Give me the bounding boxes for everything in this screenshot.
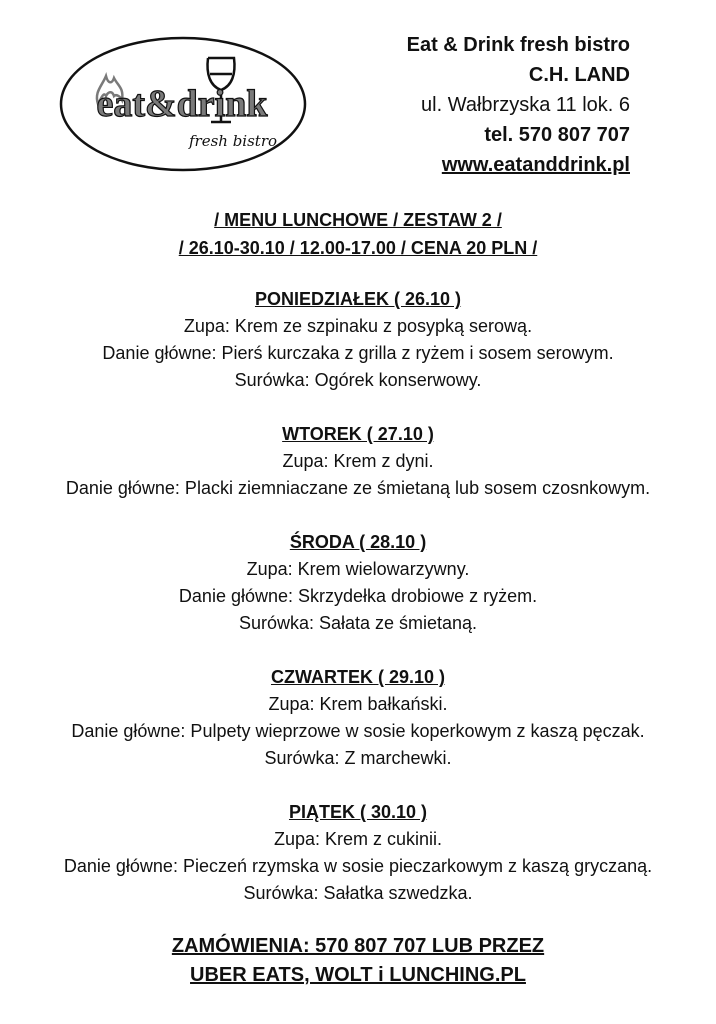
soup: Zupa: Krem wielowarzywny. [246, 559, 470, 579]
day-title: PONIEDZIAŁEK ( 26.10 ) [254, 289, 462, 309]
salad: Surówka: Z marchewki. [264, 748, 452, 768]
website-link[interactable]: www.eatanddrink.pl [441, 154, 630, 176]
weekly-menu [0, 286, 716, 934]
main-course: Danie główne: Pulpety wieprzowe w sosie koperkowym z kaszą pęczak. [71, 721, 645, 741]
order-info [0, 932, 716, 990]
day-friday [0, 799, 716, 907]
order-line2: UBER EATS, WOLT i LUNCHING.PL [190, 964, 526, 986]
order-line1: ZAMÓWIENIA: 570 807 707 LUB PRZEZ [171, 935, 545, 957]
logo-graphic [58, 34, 308, 174]
day-wednesday [0, 529, 716, 637]
day-title: CZWARTEK ( 29.10 ) [270, 667, 446, 687]
day-monday [0, 286, 716, 394]
main-course: Danie główne: Pieczeń rzymska w sosie pieczarkowym z kaszą gryczaną. [63, 856, 653, 876]
logo-wordmark: eat&drink [96, 83, 268, 125]
location: C.H. LAND [528, 64, 630, 86]
phone: tel. 570 807 707 [484, 124, 630, 146]
soup: Zupa: Krem ze szpinaku z posypką serową. [183, 316, 533, 336]
salad: Surówka: Ogórek konserwowy. [234, 370, 482, 390]
soup: Zupa: Krem z dyni. [282, 451, 434, 471]
day-thursday [0, 664, 716, 772]
address: ul. Wałbrzyska 11 lok. 6 [421, 94, 630, 116]
salad: Surówka: Sałatka szwedzka. [243, 883, 473, 903]
contact-block [407, 30, 630, 180]
main-course: Danie główne: Skrzydełka drobiowe z ryżem. [178, 586, 538, 606]
menu-title [0, 206, 716, 262]
menu-title-line2: / 26.10-30.10 / 12.00-17.00 / CENA 20 PLN / [178, 238, 538, 258]
soup: Zupa: Krem z cukinii. [273, 829, 443, 849]
bistro-name: Eat & Drink fresh bistro [406, 34, 630, 56]
logo-tagline: fresh bistro [188, 132, 278, 150]
restaurant-logo [58, 34, 308, 174]
soup: Zupa: Krem bałkański. [268, 694, 448, 714]
day-title: ŚRODA ( 28.10 ) [289, 532, 427, 552]
main-course: Danie główne: Placki ziemniaczane ze śmietaną lub sosem czosnkowym. [65, 478, 651, 498]
day-title: PIĄTEK ( 30.10 ) [288, 802, 428, 822]
menu-title-line1: / MENU LUNCHOWE / ZESTAW 2 / [214, 210, 502, 230]
day-title: WTOREK ( 27.10 ) [282, 424, 434, 444]
main-course: Danie główne: Pierś kurczaka z grilla z ryżem i sosem serowym. [102, 343, 614, 363]
day-tuesday [0, 421, 716, 502]
header [0, 0, 716, 190]
salad: Surówka: Sałata ze śmietaną. [238, 613, 478, 633]
